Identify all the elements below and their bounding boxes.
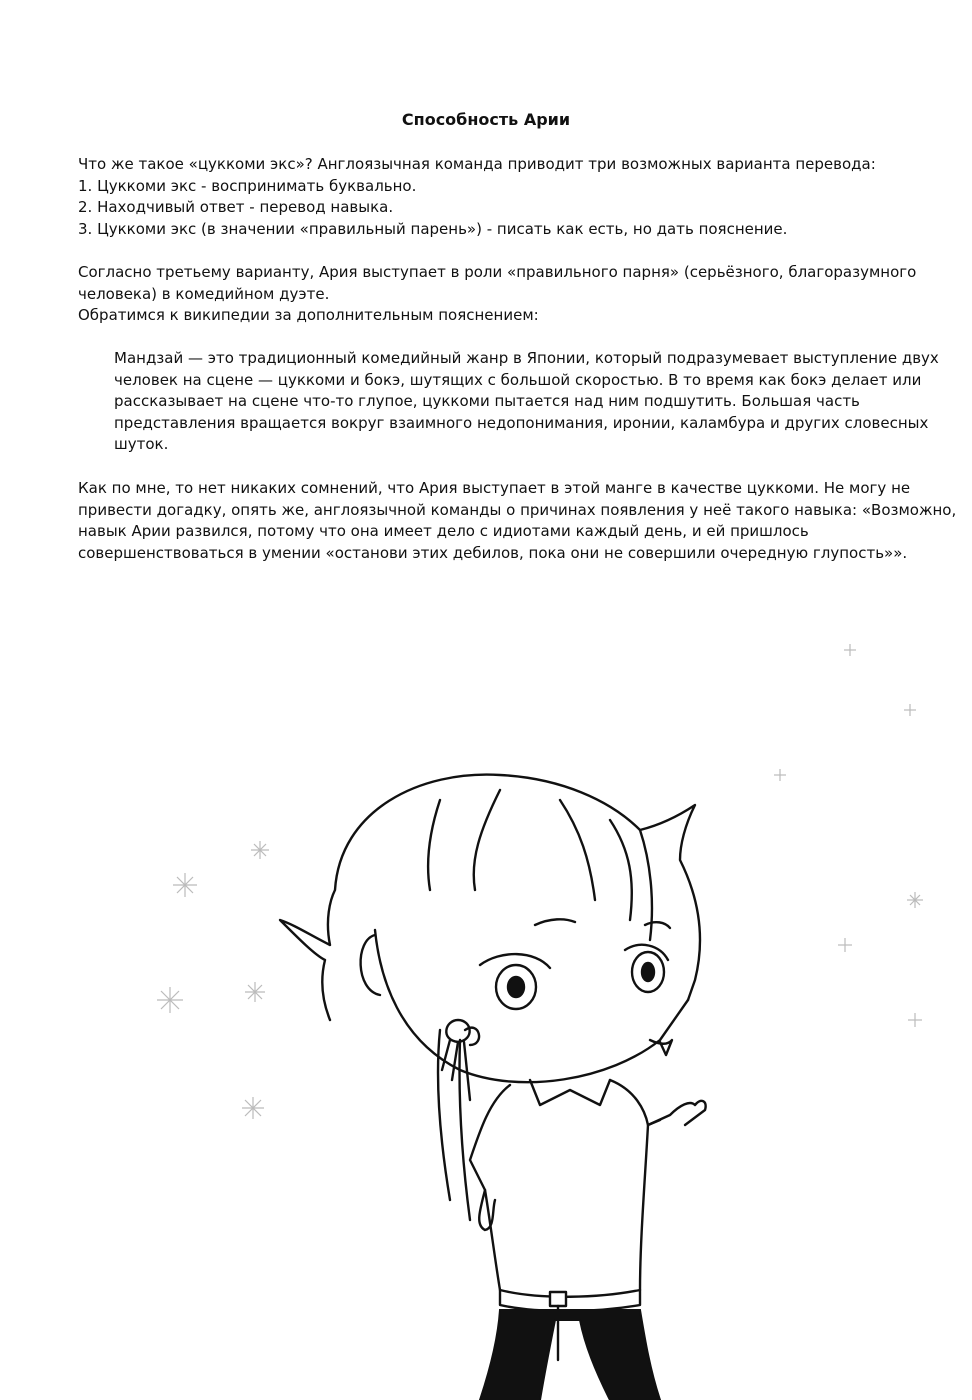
paragraph-line: привести догадку, опять же, англоязычной команды о причинах появления у неё такого навыка: «Возможно, [78, 500, 957, 519]
raised-hand [648, 1101, 706, 1125]
intro-section [78, 154, 948, 240]
chibi-character-illustration [140, 600, 972, 1400]
paragraph-line: Обратимся к википедии за дополнительным пояснением: [78, 306, 539, 324]
option-item: 2. Находчивый ответ - перевод навыка. [78, 198, 394, 216]
option-item: 1. Цуккоми экс - воспринимать буквально. [78, 176, 417, 195]
quote-line: представления вращается вокруг взаимного недопонимания, иронии, каламбура и других словесных [114, 413, 929, 432]
paragraph-line: Согласно третьему варианту, Ария выступает в роли «правильного парня» (серьёзного, благоразумного [78, 263, 917, 281]
paragraph-line: человека) в комедийном дуэте. [78, 284, 330, 303]
page-title: Способность Арии [401, 110, 571, 129]
paragraph-line: совершенствоваться в умении «останови этих дебилов, пока они не совершили очередную глупость»». [78, 543, 908, 562]
left-eye [480, 954, 550, 1009]
mouth [650, 1040, 672, 1055]
quote-line: шуток. [114, 435, 169, 453]
quote-line: Мандзай — это традиционный комедийный жанр в Японии, который подразумевает выступление двух [114, 349, 939, 367]
shirt [470, 1080, 660, 1290]
quote-line: человек на сцене — цуккоми и бокэ, шутящих с большой скоростью. В то время как бокэ делает или [114, 370, 922, 389]
paragraph-line: навык Арии развился, потому что она имеет дело с идиотами каждый день, и ей пришлось [78, 522, 809, 540]
paragraph-line: Как по мне, то нет никаких сомнений, что Ария выступает в этой манге в качестве цуккоми. Не могу не [78, 479, 911, 497]
quote-line: рассказывает на сцене что-то глупое, цуккоми пытается над ним подшутить. Большая часть [114, 392, 860, 410]
conclusion-section [78, 478, 957, 564]
wikipedia-quote [114, 348, 939, 456]
intro-question: Что же такое «цуккоми экс»? Англоязычная команда приводит три возможных варианта перевода: [78, 155, 876, 173]
collar [530, 1080, 610, 1105]
option-item: 3. Цуккоми экс (в значении «правильный парень») - писать как есть, но дать пояснение. [78, 219, 788, 238]
right-eye [625, 945, 668, 992]
belt [500, 1290, 640, 1311]
third-variant-section [78, 262, 948, 327]
